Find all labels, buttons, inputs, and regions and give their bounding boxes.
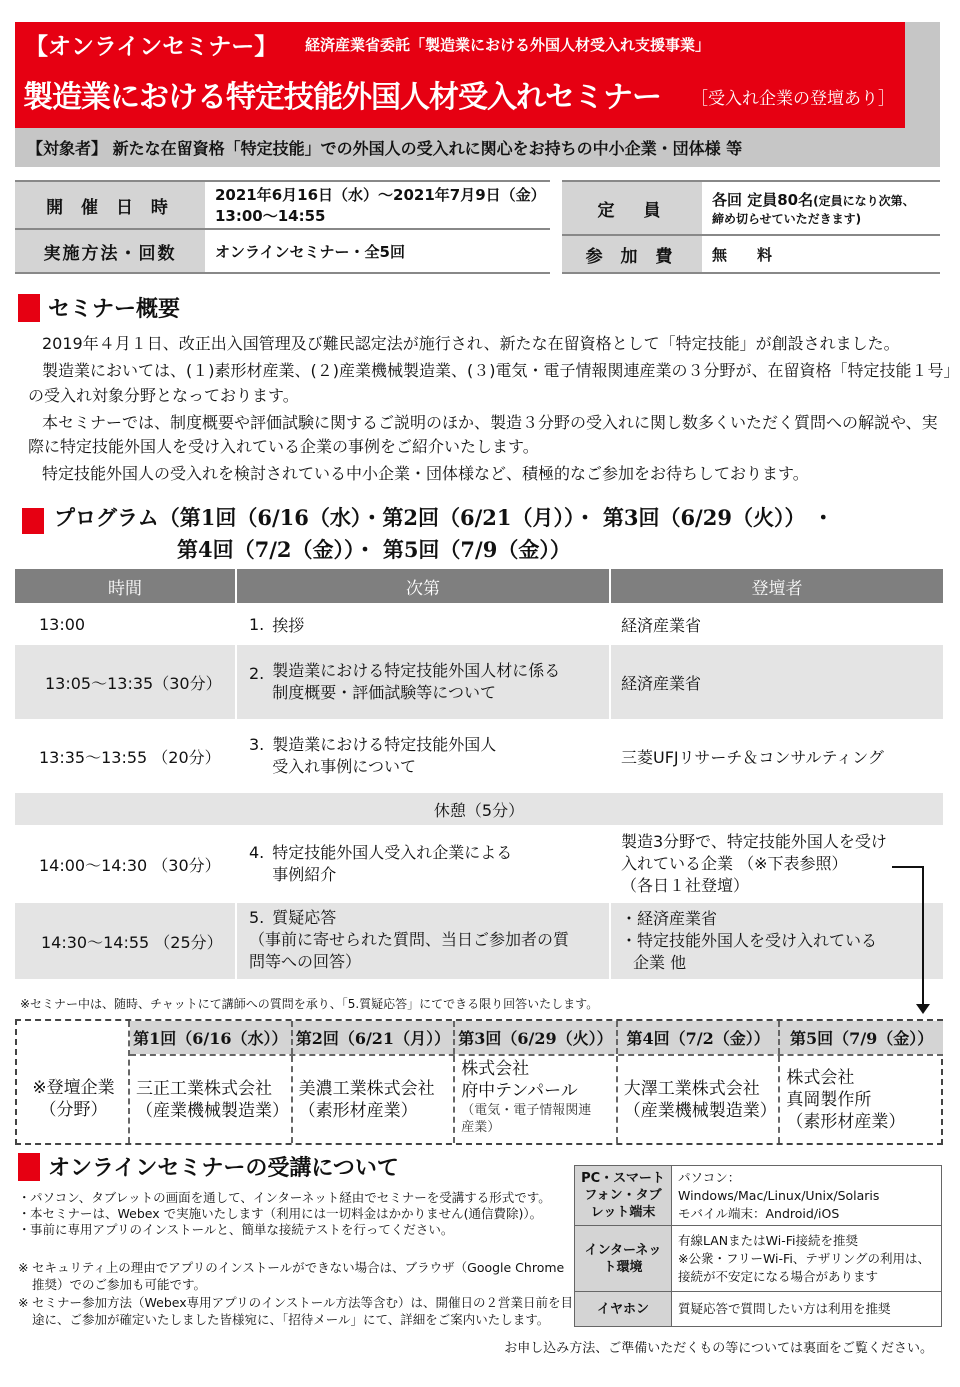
row-speaker: ・経済産業省 ・特定技能外国人を受け入れている 企業 他 <box>621 909 878 972</box>
table-row <box>15 605 943 645</box>
info-date-row <box>15 180 550 228</box>
program-note: ※セミナー中は、随時、チャットにて講師への質問を承り、「5.質疑応答」にてできる限り回答いたします。 <box>20 997 599 1011</box>
env-net-label: インターネット環境 <box>575 1226 672 1291</box>
online-bullets <box>18 1190 573 1238</box>
company-header-4: 第4回（7/2（金）） <box>618 1021 781 1054</box>
company-cell: 美濃工業株式会社 （素形材産業） <box>293 1056 456 1143</box>
capacity-value <box>702 182 940 234</box>
companies-row <box>130 1054 943 1143</box>
capacity-value-line2: 締め切らせていただきます) <box>712 212 862 226</box>
company-cell: 株式会社 府中テンパール （電気・電子情報関連 産業） <box>455 1056 618 1143</box>
overview-body <box>28 332 953 489</box>
row-speaker: 経済産業省 <box>621 615 702 635</box>
arrow-line <box>922 866 924 1006</box>
header-red-band <box>15 22 905 128</box>
env-pc-value: パソコン：Windows/Mac/Linux/Unix/Solaris モバイル端末：Android/iOS <box>678 1169 880 1221</box>
target-audience: 【対象者】 新たな在留資格「特定技能」での外国人の受入れに関心をお持ちの中小企業・団体様 等 <box>27 139 743 158</box>
header-banner <box>15 22 940 167</box>
companies-row-label: ※登壇企業 （分野） <box>32 1077 115 1120</box>
companies-header <box>130 1021 943 1054</box>
info-method-row <box>15 228 550 274</box>
overview-paragraph-1: 2019年４月１日、改正出入国管理及び難民認定法が施行され、新たな在留資格として「特定技能」が創設されました。 <box>42 334 900 353</box>
env-row-net <box>575 1226 941 1292</box>
date-value-line1: 2021年6月16日（水）～2021年7月9日（金） <box>215 186 546 204</box>
info-fee-row <box>562 234 940 274</box>
overview-paragraph-4: 特定技能外国人の受入れを検討されている中小企業・団体様など、積極的なご参加をお待ちしております。 <box>42 464 809 483</box>
program-table-header <box>15 569 943 605</box>
date-value-line2: 13:00～14:55 <box>215 207 326 225</box>
row-speaker: 経済産業省 <box>621 673 702 693</box>
col-speaker-header: 登壇者 <box>751 578 803 599</box>
heading-marker <box>22 508 44 534</box>
heading-marker <box>18 1153 40 1181</box>
row-item: 5. 質疑応答 （事前に寄せられた質問、当日ご参加者の質 問等への回答） <box>237 903 611 979</box>
heading-marker <box>18 294 40 322</box>
company-header-3: 第3回（6/29（火）） <box>455 1021 618 1054</box>
overview-heading <box>18 292 180 323</box>
info-capacity-row <box>562 180 940 234</box>
env-net-value: 有線LANまたはWi-Fi接続を推奨 ※公衆・フリーWi-Fi、テザリングの利用は、接続が不安定になる場合があります <box>678 1232 931 1284</box>
capacity-value-main: 各回 定員80名 <box>712 191 814 209</box>
footer-note: お申し込み方法、ご準備いただくもの等については裏面をご覧ください。 <box>504 1341 933 1356</box>
table-row <box>15 645 943 721</box>
row-time: 14:30～14:55 （25分） <box>15 903 237 979</box>
online-heading-text: オンラインセミナーの受講について <box>48 1155 399 1181</box>
overview-heading-text: セミナー概要 <box>48 296 181 322</box>
env-row-earphone <box>575 1292 941 1326</box>
date-label: 開 催 日 時 <box>15 182 205 228</box>
company-header-5: 第5回（7/9（金）） <box>790 1029 934 1048</box>
note-item: ※ セキュリティ上の理由でアプリのインストールができない場合は、ブラウザ（Google Chrome推奨）でのご参加も可能です。 <box>18 1260 565 1292</box>
table-row <box>15 827 943 903</box>
online-heading <box>18 1151 399 1182</box>
capacity-label: 定 員 <box>562 182 702 234</box>
page-subtitle: ［受入れ企業の登壇あり］ <box>691 89 895 109</box>
row-speaker: 三菱UFJリサーチ＆コンサルティング <box>621 747 884 767</box>
env-row-pc <box>575 1166 941 1226</box>
row-item: 2. 製造業における特定技能外国人材に係る 制度概要・評価試験等について <box>237 645 611 719</box>
col-item-header: 次第 <box>237 569 611 603</box>
commission-text: 経済産業省委託「製造業における外国人材受入れ支援事業」 <box>305 36 711 54</box>
note-item: ※ セミナー参加方法（Webex専用アプリのインストール方法等含む）は、開催日の２営業日前を目途に、ご参加が確定いたしました皆様宛に、「招待メール」にて、詳細をご案内いたします。 <box>18 1295 573 1327</box>
company-header-1: 第1回（6/16（水）） <box>130 1021 293 1054</box>
row-item: 3. 製造業における特定技能外国人 受入れ事例について <box>237 721 611 791</box>
row-speaker: 製造3分野で、特定技能外国人を受け 入れている企業 （※下表参照） （各日１社登壇） <box>621 832 887 895</box>
method-value: オンラインセミナー・全5回 <box>205 230 550 272</box>
company-cell: 大澤工業株式会社 （産業機械製造業） <box>618 1056 781 1143</box>
row-item: 4. 特定技能外国人受入れ企業による 事例紹介 <box>237 827 611 901</box>
list-item: ・ パソコン、タブレットの画面を通して、インターネット経由でセミナーを受講する形式です。 <box>18 1190 551 1205</box>
row-time: 13:05～13:35（30分） <box>15 645 237 719</box>
row-time: 13:00 <box>15 605 237 643</box>
date-value <box>205 182 550 228</box>
overview-paragraph-2: 製造業においては、(１)素形材産業、(２)産業機械製造業、(３)電気・電子情報関連産業の３分野が、在留資格「特定技能１号」の受入れ対象分野となっております。 <box>28 361 952 405</box>
list-item: ・ 本セミナーは、Webex で実施いたします（利用には一切料金はかかりません(通信費除)）。 <box>18 1206 543 1221</box>
env-earphone-value: 質疑応答で質問したい方は利用を推奨 <box>678 1301 891 1316</box>
arrow-down-icon <box>916 1004 930 1014</box>
online-notes <box>18 1259 573 1329</box>
list-item: ・ 事前に専用アプリのインストールと、簡単な接続テストを行ってください。 <box>18 1222 454 1237</box>
capacity-value-note: (定員になり次第、 <box>813 194 915 208</box>
env-earphone-label: イヤホン <box>575 1292 672 1326</box>
company-cell: 三正工業株式会社 （産業機械製造業） <box>130 1056 293 1143</box>
method-label: 実施方法・回数 <box>15 230 205 272</box>
row-time: 13:35～13:55 （20分） <box>15 721 237 791</box>
overview-paragraph-3: 本セミナーでは、制度概要や評価試験に関するご説明のほか、製造３分野の受入れに関し数多くいただく質問への解説や、実際に特定技能外国人を受け入れている企業の事例をご紹介いたします。 <box>28 412 938 456</box>
fee-label: 参 加 費 <box>562 236 702 272</box>
fee-value: 無 料 <box>702 236 940 272</box>
page-title: 製造業における特定技能外国人材受入れセミナー <box>23 80 661 115</box>
table-row <box>15 903 943 981</box>
program-heading-line1: プログラム（第1回（6/16（水）・第2回（6/21（月））・ 第3回（6/29（火）） ・ <box>54 505 834 530</box>
program-heading-line2: 第4回（7/2（金））・ 第5回（7/9（金）） <box>177 537 571 562</box>
row-item: 1. 挨拶 <box>237 605 611 643</box>
company-header-2: 第2回（6/21（月）） <box>293 1021 456 1054</box>
online-seminar-tag: 【オンラインセミナー】 <box>25 34 278 60</box>
break-row: 休憩（5分） <box>15 793 943 827</box>
env-pc-label: PC・スマートフォン・タブレット端末 <box>575 1166 672 1225</box>
companies-table <box>15 1019 943 1145</box>
table-row <box>15 721 943 793</box>
company-cell: 株式会社 真岡製作所 （素形材産業） <box>786 1067 906 1132</box>
environment-table <box>574 1165 942 1327</box>
arrow-line <box>892 866 924 868</box>
row-time: 14:00～14:30 （30分） <box>15 827 237 901</box>
program-table <box>15 569 943 981</box>
col-time-header: 時間 <box>15 569 237 603</box>
